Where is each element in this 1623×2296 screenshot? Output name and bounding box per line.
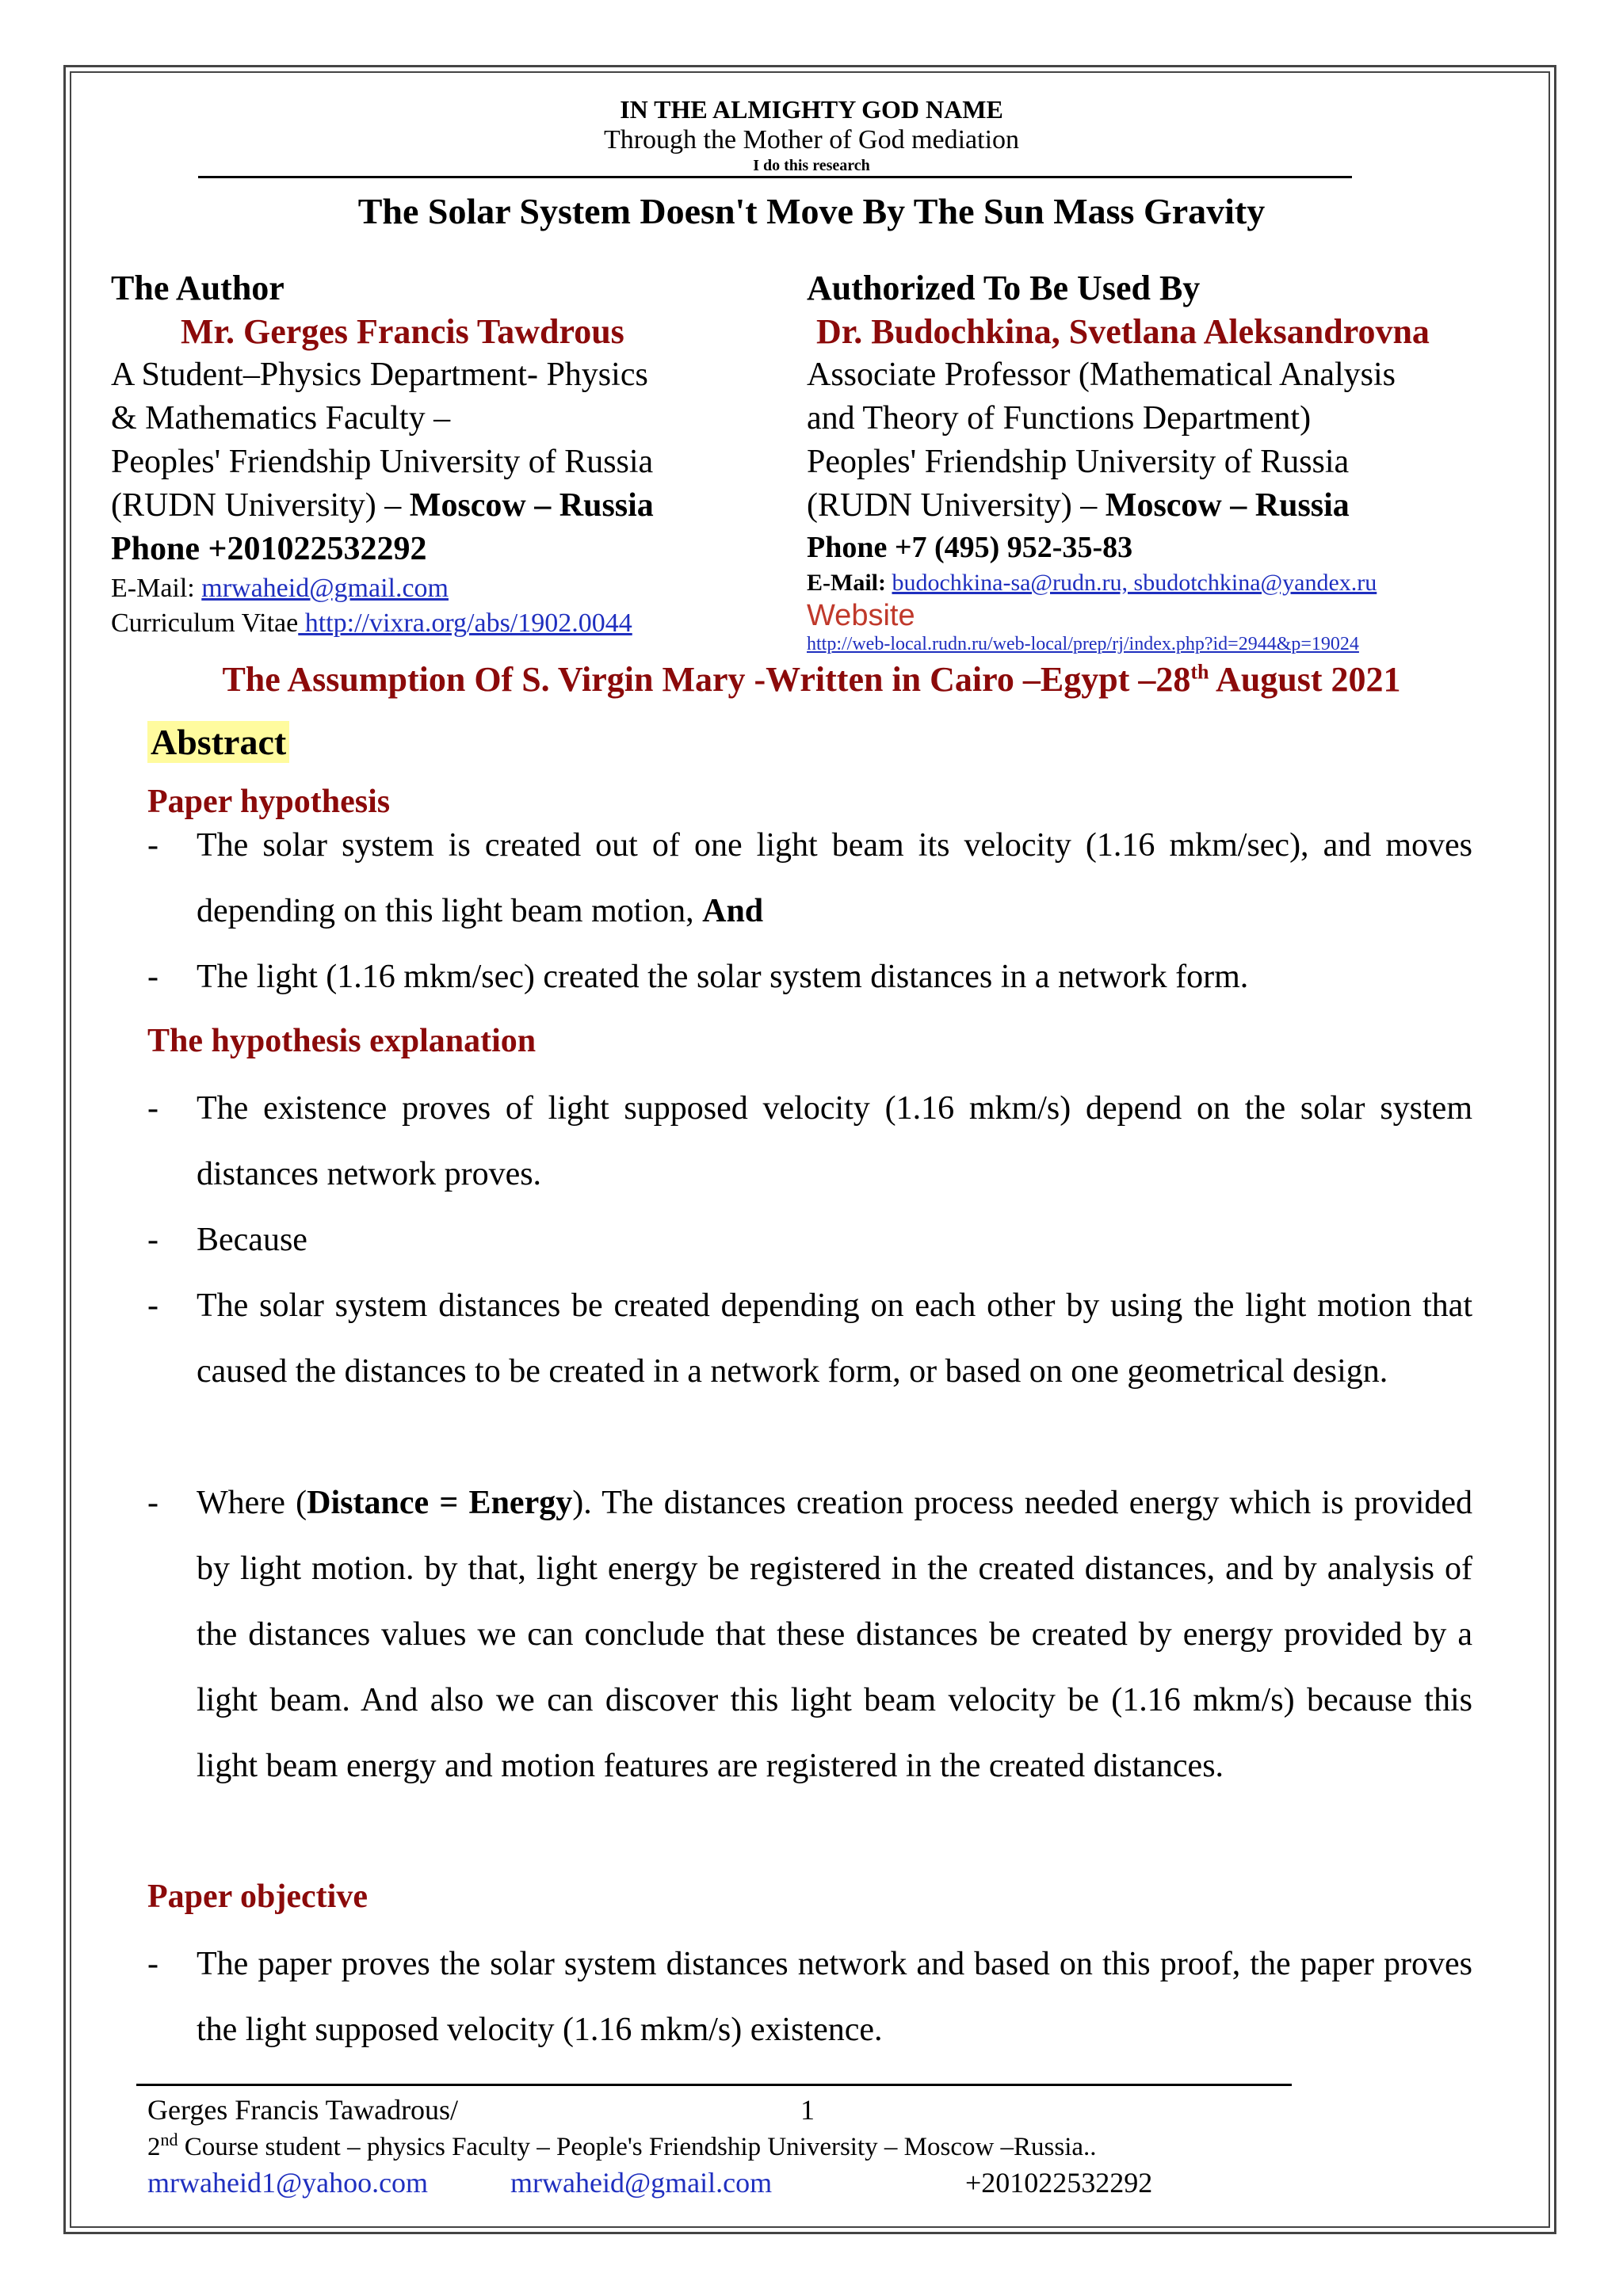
footer-phone: +201022532292 — [965, 2167, 1153, 2199]
author-cv-line: Curriculum Vitae http://vixra.org/abs/1902.0044 — [111, 608, 632, 638]
author-affiliation-4: (RUDN University) – Moscow – Russia — [111, 487, 654, 524]
explanation-item-3: - The solar system distances be created depending on each other by using the light motion that caused the distances to be created in a network form, or based on one geometrical design. — [147, 1287, 1472, 1390]
author-email-link[interactable]: mrwaheid@gmail.com — [201, 574, 449, 603]
author-cv-link[interactable]: http://vixra.org/abs/1902.0044 — [298, 608, 632, 638]
author-email-line: E-Mail: mrwaheid@gmail.com — [111, 574, 449, 603]
authorized-affiliation-1: Associate Professor (Mathematical Analysis — [807, 357, 1396, 393]
website-link[interactable]: http://web-local.rudn.ru/web-local/prep/rj/index.php?id=2944&p=19024 — [807, 634, 1359, 654]
explanation-heading: The hypothesis explanation — [147, 1023, 537, 1059]
mediation-line: Through the Mother of God mediation — [603, 125, 1020, 154]
hypothesis-heading: Paper hypothesis — [147, 784, 391, 820]
explanation-item-1: - The existence proves of light supposed velocity (1.16 mkm/s) depend on the solar system distances network proves. — [147, 1090, 1472, 1192]
dedication-line: IN THE ALMIGHTY GOD NAME — [620, 95, 1003, 124]
footer-email-2[interactable]: mrwaheid@gmail.com — [510, 2167, 773, 2199]
explanation-item-4: - Where (Distance = Energy). The distances creation process needed energy which is provided by light motion. by that, light energy be registered in the created distances, and by analysis of the distances values we can conclude that these distances be created by energy provided by a light beam. And also we can discover this light beam velocity be (1.16 mkm/s) because this light beam energy and motion features are registered in the created distances. — [147, 1485, 1473, 1784]
authorized-affiliation-3: Peoples' Friendship University of Russia — [807, 444, 1350, 480]
header-rule — [198, 176, 1352, 178]
footer-course: 2nd Course student – physics Faculty – People's Friendship University – Moscow –Russia.. — [147, 2130, 1097, 2161]
assumption-line: The Assumption Of S. Virgin Mary -Written in Cairo –Egypt –28th August 2021 — [222, 660, 1401, 699]
research-line: I do this research — [753, 157, 870, 174]
paper-title: The Solar System Doesn't Move By The Sun Mass Gravity — [357, 191, 1266, 231]
authorized-email-line: E-Mail: budochkina-sa@rudn.ru, sbudotchkina@yandex.ru — [807, 570, 1377, 596]
footer-rule — [136, 2084, 1292, 2086]
footer-email-1[interactable]: mrwaheid1@yahoo.com — [147, 2167, 429, 2199]
authorized-phone: Phone +7 (495) 952-35-83 — [807, 531, 1133, 564]
authorized-heading: Authorized To Be Used By — [807, 269, 1201, 307]
author-affiliation-3: Peoples' Friendship University of Russia — [111, 444, 654, 480]
author-affiliation-1: A Student–Physics Department- Physics — [111, 357, 648, 393]
hypothesis-item-1: - The solar system is created out of one light beam its velocity (1.16 mkm/sec), and moves depending on this light beam motion, And — [147, 827, 1472, 929]
abstract-heading: Abstract — [147, 721, 289, 763]
objective-item-1: - The paper proves the solar system distances network and based on this proof, the paper proves the light supposed velocity (1.16 mkm/s) existence. — [147, 1946, 1472, 2048]
author-block — [111, 266, 745, 641]
author-phone: Phone +201022532292 — [111, 531, 427, 567]
footer-author: Gerges Francis Tawadrous/ — [147, 2094, 459, 2126]
hypothesis-item-2: - The light (1.16 mkm/sec) created the solar system distances in a network form. — [147, 959, 1249, 995]
authorized-block — [807, 266, 1512, 656]
page-number: 1 — [800, 2094, 815, 2126]
website-label: Website — [807, 599, 915, 632]
objective-heading: Paper objective — [147, 1878, 368, 1915]
author-name: Mr. Gerges Francis Tawdrous — [181, 312, 624, 351]
authorized-name: Dr. Budochkina, Svetlana Aleksandrovna — [816, 312, 1430, 351]
author-heading: The Author — [111, 269, 285, 307]
authorized-email-link[interactable]: budochkina-sa@rudn.ru, sbudotchkina@yandex.ru — [892, 570, 1377, 596]
explanation-item-2: - Because — [147, 1222, 307, 1258]
author-affiliation-2: & Mathematics Faculty – — [111, 400, 451, 437]
authorized-affiliation-2: and Theory of Functions Department) — [807, 400, 1312, 437]
authorized-affiliation-4: (RUDN University) – Moscow – Russia — [807, 487, 1350, 524]
